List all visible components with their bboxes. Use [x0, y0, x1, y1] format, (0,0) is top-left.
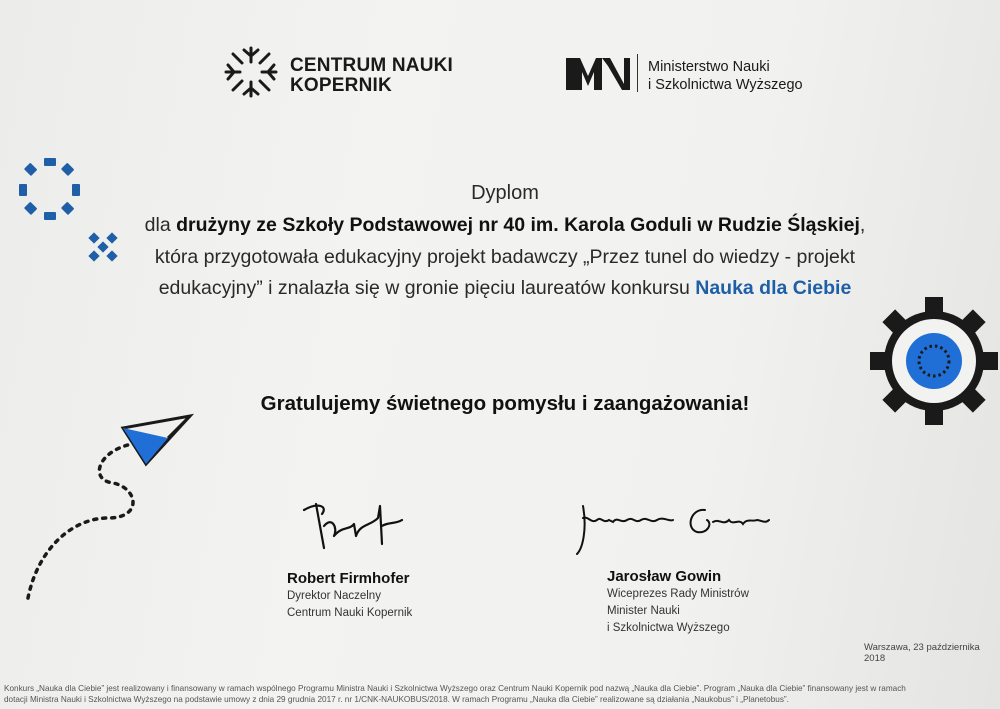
x-mark-icon — [88, 232, 118, 262]
dotted-circle-icon — [17, 156, 83, 222]
diploma-paragraph — [140, 210, 870, 305]
signatory-name-1: Robert Firmhofer — [287, 570, 410, 587]
signature-firmhofer — [298, 496, 408, 561]
place-and-date: Warszawa, 23 października 2018 — [864, 642, 980, 664]
para-middle: , która przygotowała edukacyjny projekt badawczy „Przez tunel do wiedzy - projekt edukacyjny” i znalazła się w gronie pięciu laureatów konkursu — [154, 214, 866, 299]
para-prefix: dla — [144, 214, 177, 236]
cnk-logo-text: CENTRUM NAUKI KOPERNIK — [290, 55, 454, 96]
signatory-role-1: Dyrektor Naczelny Centrum Nauki Kopernik — [287, 590, 413, 619]
paper-plane-icon — [18, 408, 198, 608]
handwritten-signature-2 — [573, 498, 773, 558]
congratulations-line: Gratulujemy świetnego pomysłu i zaangażowania! — [260, 392, 750, 415]
logo-divider — [637, 54, 638, 92]
contest-name: Nauka dla Ciebie — [695, 277, 852, 299]
ministry-logo-text: Ministerstwo Nauki i Szkolnictwa Wyższego — [648, 59, 803, 93]
team-name: drużyny ze Szkoły Podstawowej nr 40 im. Karola Goduli w Rudzie Śląskiej — [176, 214, 860, 236]
cnk-logo — [220, 44, 282, 105]
signatory-name-2: Jarosław Gowin — [607, 568, 722, 585]
dotted-circle-decor — [17, 156, 83, 227]
ministry-logo — [566, 54, 630, 95]
gear-decor — [862, 296, 1000, 431]
fineprint-note: Konkurs „Nauka dla Ciebie” jest realizowany i finansowany w ramach wspólnego Programu Ministra Nauki i Szkolnictwa Wyższego oraz Centrum Nauki Kopernik pod nazwą „Nauka dla Ciebie”. Program „Nauka dla Ciebie” finansowany jest w ramach dotacji Ministra Nauki i Szkolnictwa Wyższego na podstawie umowy z dnia 29 grudnia 2017 r. nr 1/CNK-NAUKOBUS/2018. W ramach Programu „Nauka dla Ciebie” realizowane są działania „Naukobus” i „Planetobus”. — [4, 684, 906, 704]
signatory-role-2: Wiceprezes Rady Ministrów Minister Nauki i Szkolnictwa Wyższego — [607, 588, 749, 634]
gear-icon — [862, 296, 1000, 426]
star-burst-icon — [220, 44, 282, 100]
handwritten-signature-1 — [298, 496, 408, 556]
paper-plane-decor — [18, 408, 198, 613]
signature-gowin — [573, 498, 773, 563]
mn-monogram-icon — [566, 54, 630, 90]
cross-decor — [88, 232, 118, 267]
diploma-title: Dyplom — [471, 182, 539, 204]
